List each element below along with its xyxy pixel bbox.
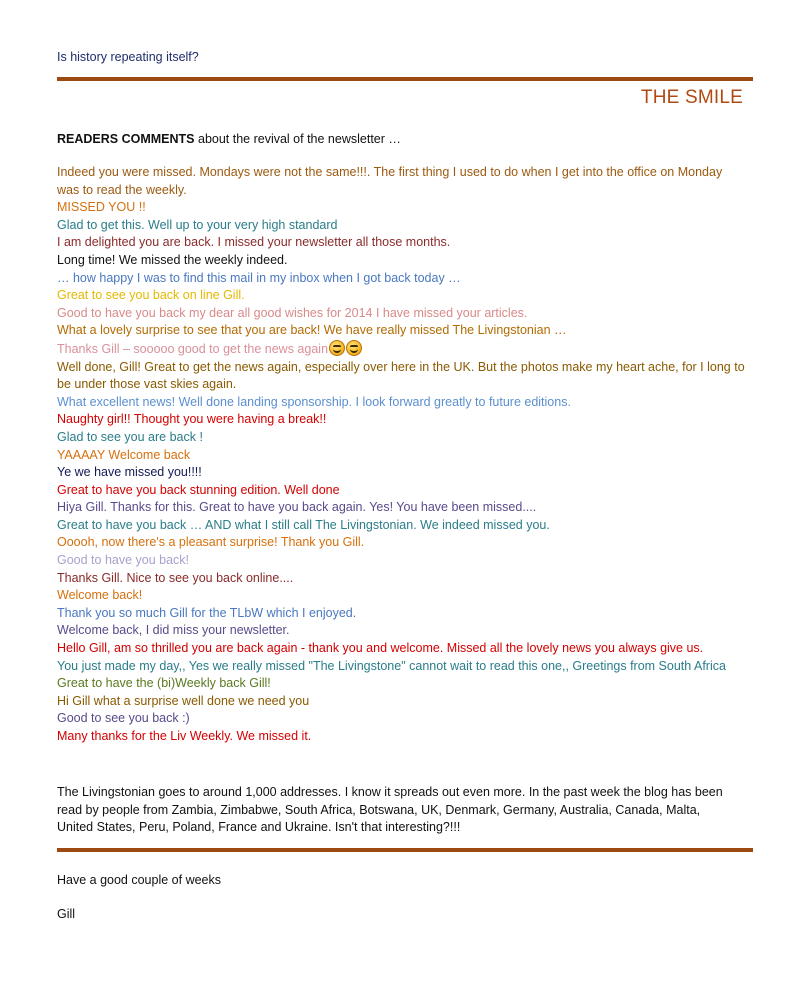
comment-item: [57, 605, 747, 623]
comments-intro: [57, 132, 401, 146]
comment-item: [57, 447, 747, 465]
comment-text: Welcome back, I did miss your newsletter.: [57, 623, 290, 638]
comment-text: Great to have you back … AND what I still call The Livingstonian. We indeed missed you.: [57, 517, 550, 532]
comment-item: [57, 270, 747, 288]
comment-item: [57, 499, 747, 517]
page-header-question: Is history repeating itself?: [57, 50, 199, 64]
comment-text: Good to have you back!: [57, 553, 190, 568]
comment-text: Good to have you back my dear all good wishes for 2014 I have missed your articles.: [57, 305, 528, 320]
signoff-text: Have a good couple of weeks: [57, 873, 221, 887]
comment-text: YAAAAY Welcome back: [57, 447, 191, 462]
comment-text: Ooooh, now there's a pleasant surprise! Thank you Gill.: [57, 535, 365, 550]
intro-bold-label: READERS COMMENTS: [57, 132, 195, 146]
comment-text: … how happy I was to find this mail in my inbox when I got back today …: [57, 270, 461, 285]
top-divider: [57, 77, 753, 81]
comment-text: Glad to see you are back !: [57, 429, 203, 444]
comment-item: [57, 640, 747, 658]
comment-text: MISSED YOU !!: [57, 200, 146, 215]
comment-text: Hiya Gill. Thanks for this. Great to have you back again. Yes! You have been missed....: [57, 500, 537, 515]
comment-item: [57, 234, 747, 252]
comment-item: [57, 570, 747, 588]
comment-item: [57, 728, 747, 746]
comment-text: Ye we have missed you!!!!: [57, 465, 202, 480]
comment-item: [57, 305, 747, 323]
comment-item: [57, 622, 747, 640]
comment-text: What a lovely surprise to see that you are back! We have really missed The Livingstonian …: [57, 323, 567, 338]
comment-item: [57, 710, 747, 728]
comment-text: Long time! We missed the weekly indeed.: [57, 252, 288, 267]
smiley-emoticon-icon: [329, 340, 345, 356]
comment-item: [57, 675, 747, 693]
comment-item: [57, 411, 747, 429]
readership-paragraph: The Livingstonian goes to around 1,000 addresses. I know it spreads out even more. In the past week the blog has been read by people from Zambia, Zimbabwe, South Africa, Botswana, UK, Denmark, Germany, Australia, Canada, Malta, United States, Peru, Poland, France and Ukraine. Isn't that interesting?!!!: [57, 785, 723, 835]
comment-text: Thank you so much Gill for the TLbW which I enjoyed.: [57, 605, 357, 620]
comment-item: [57, 693, 747, 711]
comment-item: [57, 340, 747, 359]
comment-text: Many thanks for the Liv Weekly. We missed it.: [57, 729, 312, 743]
comment-text: Indeed you were missed. Mondays were not the same!!!. The first thing I used to do when I get into the office on Monday was to read the weekly.: [57, 165, 723, 197]
comment-text: Thanks Gill – sooooo good to get the news again: [57, 341, 329, 356]
comment-item: [57, 164, 747, 199]
comment-item: [57, 552, 747, 570]
comment-text: What excellent news! Well done landing sponsorship. I look forward greatly to future editions.: [57, 394, 571, 409]
comment-item: [57, 322, 747, 340]
comment-text: Welcome back!: [57, 588, 143, 603]
intro-text: about the revival of the newsletter …: [194, 132, 401, 146]
bottom-divider: [57, 848, 753, 852]
comment-text: Naughty girl!! Thought you were having a break!!: [57, 412, 327, 427]
comment-text: I am delighted you are back. I missed your newsletter all those months.: [57, 235, 451, 250]
comment-item: [57, 199, 747, 217]
comment-item: [57, 359, 747, 394]
smiley-emoticon-icon: [346, 340, 362, 356]
comment-item: [57, 658, 747, 676]
comment-item: [57, 464, 747, 482]
comment-item: [57, 217, 747, 235]
comment-text: Great to have you back stunning edition. Well done: [57, 482, 340, 497]
comment-text: Good to see you back :): [57, 711, 190, 726]
comment-item: [57, 482, 747, 500]
section-title: THE SMILE: [640, 87, 743, 108]
comment-text: Glad to get this. Well up to your very high standard: [57, 217, 338, 232]
comment-text: Thanks Gill. Nice to see you back online....: [57, 570, 294, 585]
comment-item: [57, 394, 747, 412]
comment-text: Great to have the (bi)Weekly back Gill!: [57, 676, 271, 691]
comment-text: You just made my day,, Yes we really missed "The Livingstone" cannot wait to read this one,, Greetings from South Africa: [57, 658, 726, 673]
comment-item: [57, 429, 747, 447]
reader-comments-list: [57, 164, 747, 746]
comment-item: [57, 534, 747, 552]
comment-text: Hello Gill, am so thrilled you are back again - thank you and welcome. Missed all the lovely news you always give us.: [57, 641, 704, 656]
comment-item: [57, 287, 747, 305]
comment-item: [57, 517, 747, 535]
comment-item: [57, 587, 747, 605]
comment-text: Hi Gill what a surprise well done we need you: [57, 693, 310, 708]
comment-item: [57, 252, 747, 270]
comment-text: Great to see you back on line Gill.: [57, 288, 245, 303]
signature: Gill: [57, 907, 76, 921]
comment-text: Well done, Gill! Great to get the news again, especially over here in the UK. But the photos make my heart ache, for I long to be under those vast skies again.: [57, 359, 745, 392]
